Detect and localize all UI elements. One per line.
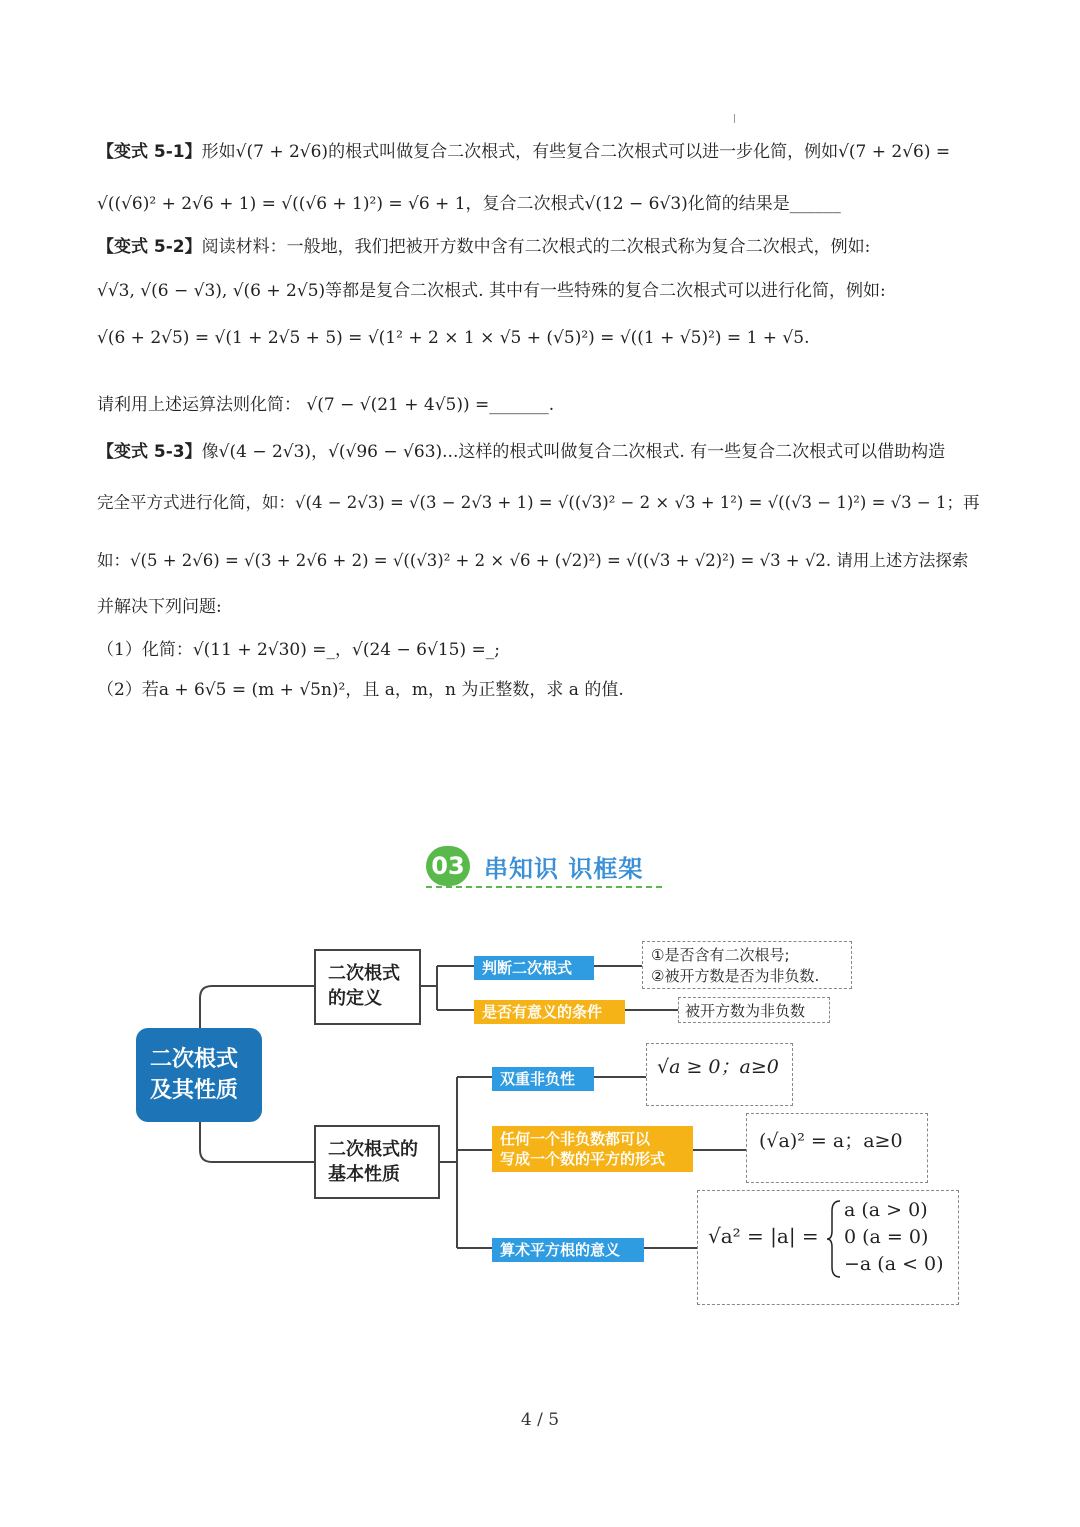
text-line-9: 如：√(5 + 2√6) = √(3 + 2√6 + 2) = √((√3)² + 2 × √6 + (√2)²) = √((√3 + √2)²) = √3 + √2. 请用上述方法探索: [97, 551, 969, 570]
meaning-text: 被开方数为非负数: [685, 1002, 806, 1020]
abs-value-cases: [844, 1197, 944, 1278]
text-line-3: 【变式 5-2】阅读材料：一般地，我们把被开方数中含有二次根式的二次根式称为复合二次根式，例如:: [97, 237, 871, 257]
section-number-badge: 03: [426, 846, 470, 886]
abs-case-negative: −a (a < 0): [844, 1253, 944, 1275]
box-meaning: [678, 997, 830, 1023]
double-nonneg-formula: √a ≥ 0；a≥0: [657, 1056, 779, 1078]
basic-properties-label-2: 基本性质: [328, 1164, 400, 1185]
root-label-1: 二次根式: [150, 1047, 239, 1072]
judge-criteria-2: ②被开方数是否为非负数.: [651, 967, 820, 985]
abs-case-positive: a (a > 0): [844, 1199, 928, 1221]
case-brace: [826, 1199, 842, 1279]
text-line-8: 完全平方式进行化简，如：√(4 − 2√3) = √(3 − 2√3 + 1) = √((√3)² − 2 × √3 + 1²) = √((√3 − 1)²) = √3 − 1；再: [97, 493, 980, 512]
text-line-6: 请利用上述运算法则化简： √(7 − √(21 + 4√5)) =_______.: [97, 395, 555, 415]
text-line-11: （1）化简：√(11 + 2√30) =_，√(24 − 6√15) =_;: [97, 640, 500, 660]
text-line-10: 并解决下列问题:: [97, 597, 222, 617]
text-line-2: √((√6)² + 2√6 + 1) = √((√6 + 1)²) = √6 + 1，复合二次根式√(12 − 6√3)化简的结果是______: [97, 194, 841, 214]
basic-properties-label-1: 二次根式的: [328, 1139, 418, 1160]
tag-any-label-1: 任何一个非负数都可以: [500, 1130, 651, 1148]
root-label-2: 及其性质: [150, 1078, 239, 1103]
text-line-4: √√3, √(6 − √3), √(6 + 2√5)等都是复合二次根式. 其中有一些特殊的复合二次根式可以进行化简，例如:: [97, 281, 886, 301]
basic-properties-node: [314, 1125, 440, 1199]
box-abs-value: [697, 1190, 959, 1305]
box-judge-criteria: [642, 941, 852, 989]
page-number: 4 / 5: [520, 1410, 560, 1430]
variant-label: 【变式 5-1】: [97, 142, 202, 162]
text-line-7: 【变式 5-3】像√(4 − 2√3)，√(√96 − √63)...这样的根式叫做复合二次根式. 有一些复合二次根式可以借助构造: [97, 442, 946, 462]
tag-any-nonneg: [492, 1126, 693, 1172]
mindmap-root-node: [136, 1028, 262, 1122]
text-line-5: √(6 + 2√5) = √(1 + 2√5 + 5) = √(1² + 2 × 1 × √5 + (√5)²) = √((1 + √5)²) = 1 + √5.: [97, 328, 810, 348]
tag-arith-root: 算术平方根的意义: [492, 1238, 644, 1262]
tag-any-label-2: 写成一个数的平方的形式: [500, 1150, 666, 1168]
judge-criteria-1: ①是否含有二次根号;: [651, 946, 790, 964]
abs-case-zero: 0 (a = 0): [844, 1226, 929, 1248]
definition-label-2: 的定义: [328, 988, 382, 1009]
variant-label: 【变式 5-2】: [97, 237, 202, 257]
tag-meaning-condition: 是否有意义的条件: [474, 1000, 625, 1024]
section-title: 串知识 识框架: [484, 855, 644, 883]
text-line-1: 【变式 5-1】形如√(7 + 2√6)的根式叫做复合二次根式，有些复合二次根式可以进一步化简，例如√(7 + 2√6) =: [97, 142, 951, 162]
box-double-nonneg: [646, 1043, 793, 1106]
tag-double-nonneg: 双重非负性: [492, 1067, 594, 1091]
box-square-form: [746, 1113, 928, 1183]
square-form-formula: (√a)² = a；a≥0: [759, 1130, 903, 1152]
variant-label: 【变式 5-3】: [97, 442, 202, 462]
definition-label-1: 二次根式: [328, 963, 400, 984]
tag-judge-radical: 判断二次根式: [474, 956, 594, 980]
abs-value-formula: √a² = |a| =: [708, 1224, 819, 1248]
definition-node: [314, 949, 421, 1025]
text-line-12: （2）若a + 6√5 = (m + √5n)²，且 a，m，n 为正整数，求 a 的值.: [97, 680, 624, 700]
